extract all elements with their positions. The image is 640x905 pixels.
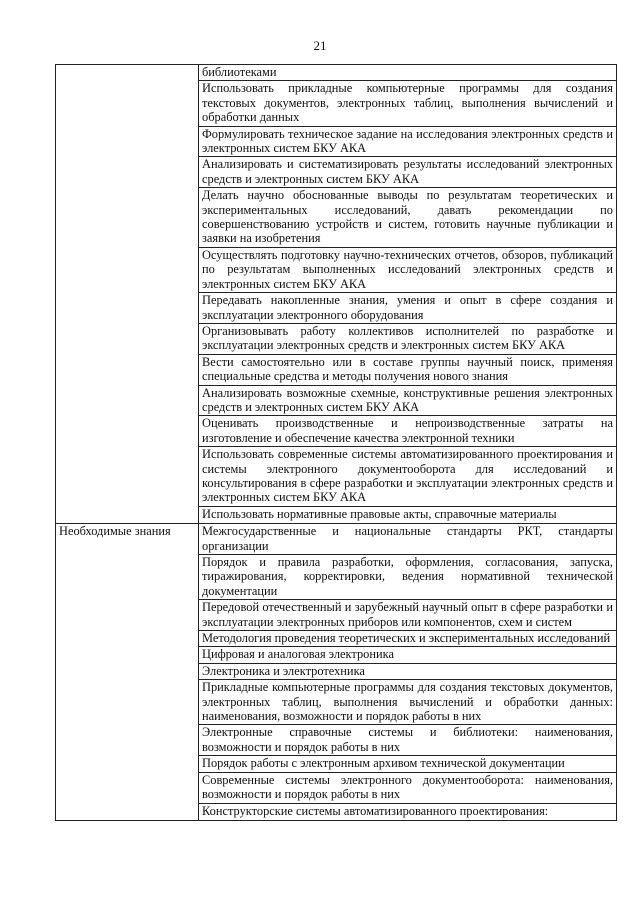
section-label xyxy=(56,65,199,524)
list-item: Оценивать производственные и непроизводственные затраты на изготовление и обеспечение качества электронной техники xyxy=(199,415,616,446)
list-item: Организовывать работу коллективов исполнителей по разработке и эксплуатации электронных средств и электронных систем БКУ АКА xyxy=(199,323,616,354)
list-item: Передовой отечественный и зарубежный научный опыт в сфере разработки и эксплуатации электронных приборов или компонентов, схем и систем xyxy=(199,599,616,630)
section-label: Необходимые знания xyxy=(56,524,199,821)
list-item: библиотеками xyxy=(202,65,277,79)
table-row xyxy=(56,524,617,821)
list-item: Межгосударственные и национальные стандарты РКТ, стандарты организации xyxy=(202,524,613,553)
requirements-table xyxy=(55,64,617,821)
list-item: Использовать прикладные компьютерные программы для создания текстовых документов, электронных таблиц, выполнения вычислений и обработки данных xyxy=(199,80,616,125)
list-item: Порядок работы с электронным архивом технической документации xyxy=(199,755,616,771)
section-items xyxy=(199,65,617,524)
list-item: Электроника и электротехника xyxy=(199,663,616,679)
table-row xyxy=(56,65,617,524)
list-item: Передавать накопленные знания, умения и опыт в сфере создания и эксплуатации электронного оборудования xyxy=(199,292,616,323)
list-item: Электронные справочные системы и библиотеки: наименования, возможности и порядок работы в них xyxy=(199,724,616,755)
list-item: Анализировать и систематизировать результаты исследований электронных средств и электронных систем БКУ АКА xyxy=(199,156,616,187)
list-item: Вести самостоятельно или в составе группы научный поиск, применяя специальные средства и методы получения нового знания xyxy=(199,354,616,385)
section-items xyxy=(199,524,617,821)
list-item: Порядок и правила разработки, оформления, согласования, запуска, тиражирования, корректировки, ведения нормативной технической документации xyxy=(199,554,616,599)
list-item: Современные системы электронного документооборота: наименования, возможности и порядок работы в них xyxy=(199,772,616,803)
list-item: Использовать современные системы автоматизированного проектирования и системы электронного документооборота для исследований и консультирования в сфере разработки и эксплуатации электронных средств и электронных систем БКУ АКА xyxy=(199,446,616,506)
list-item: Цифровая и аналоговая электроника xyxy=(199,646,616,662)
list-item: Формулировать техническое задание на исследования электронных средств и электронных систем БКУ АКА xyxy=(199,126,616,157)
list-item: Осуществлять подготовку научно-технических отчетов, обзоров, публикаций по результатам выполненных исследований электронных средств и электронных систем БКУ АКА xyxy=(199,247,616,292)
list-item: Использовать нормативные правовые акты, справочные материалы xyxy=(199,506,616,522)
list-item: Методология проведения теоретических и экспериментальных исследований xyxy=(199,630,616,646)
list-item: Конструкторские системы автоматизированного проектирования: xyxy=(199,803,616,819)
page-number: 21 xyxy=(313,38,327,53)
list-item: Анализировать возможные схемные, конструктивные решения электронных средств и электронных систем БКУ АКА xyxy=(199,385,616,416)
list-item: Делать научно обоснованные выводы по результатам теоретических и экспериментальных исследований, давать рекомендации по совершенствованию устройств и систем, готовить научные публикации и заявки на изобретения xyxy=(199,187,616,247)
list-item: Прикладные компьютерные программы для создания текстовых документов, электронных таблиц, выполнения вычислений и обработки данных: наименования, возможности и порядок работы в них xyxy=(199,679,616,724)
